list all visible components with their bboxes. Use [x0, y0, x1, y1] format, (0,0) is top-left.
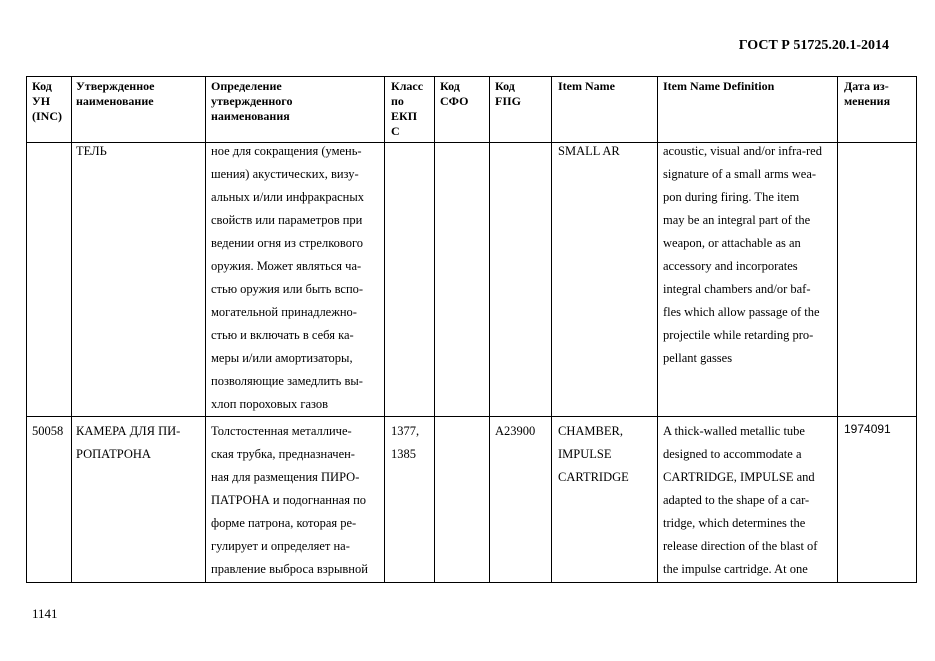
header-line: по	[391, 94, 404, 108]
cell-line: стью оружия или быть вспо-	[211, 282, 364, 296]
header-fiig	[495, 79, 521, 109]
header-line: УН	[32, 94, 51, 108]
cell-line: меры и/или амортизаторы,	[211, 351, 353, 365]
nomenclature-table	[26, 76, 917, 583]
cell-line: гулирует и определяет на-	[211, 539, 350, 553]
cell-line: may be an integral part of the	[663, 213, 811, 227]
cell-line: форме патрона, которая ре-	[211, 516, 357, 530]
page-number: 1141	[32, 606, 58, 621]
cell-line: КАМЕРА ДЛЯ ПИ-	[76, 424, 181, 438]
header-line: менения	[844, 94, 891, 108]
header-date	[844, 79, 890, 109]
cell-line: release direction of the blast of	[663, 539, 818, 553]
cell-fiig	[495, 420, 535, 443]
cell-line: signature of a small arms wea-	[663, 167, 817, 181]
header-line: наименование	[76, 94, 154, 108]
cell-line: ская трубка, предназначен-	[211, 447, 355, 461]
header-definition	[211, 79, 292, 124]
cell-line: weapon, or attachable as an	[663, 236, 801, 250]
cell-line: ТЕЛЬ	[76, 144, 107, 158]
cell-line: ная для размещения ПИРО-	[211, 470, 360, 484]
cell-line: fles which allow passage of the	[663, 305, 820, 319]
cell-line: альных и/или инфракрасных	[211, 190, 364, 204]
column-divider	[434, 77, 435, 582]
cell-line: могательной принадлежно-	[211, 305, 357, 319]
cell-line: projectile while retarding pro-	[663, 328, 814, 342]
cell-line: IMPULSE	[558, 447, 612, 461]
header-line: Код	[495, 79, 515, 93]
cell-item-definition	[663, 420, 817, 581]
cell-line: pon during firing. The item	[663, 190, 800, 204]
header-line: Item Name	[558, 79, 615, 93]
cell-line: ное для сокращения (умень-	[211, 144, 362, 158]
header-item-name	[558, 79, 615, 94]
column-divider	[837, 77, 838, 582]
cell-line: правление выброса взрывной	[211, 562, 368, 576]
cell-line: A23900	[495, 424, 536, 438]
cell-line: 1385	[391, 447, 416, 461]
column-divider	[657, 77, 658, 582]
cell-line: шения) акустических, визу-	[211, 167, 359, 181]
cell-line: стью и включать в себя ка-	[211, 328, 354, 342]
cell-line: the impulse cartridge. At one	[663, 562, 808, 576]
header-inc	[32, 79, 62, 124]
column-divider	[551, 77, 552, 582]
cell-line: Толстостенная металличе-	[211, 424, 352, 438]
header-line: Утвержденное	[76, 79, 155, 93]
cell-item-name	[558, 140, 620, 163]
standard-header: ГОСТ Р 51725.20.1-2014	[738, 38, 889, 53]
cell-line: позволяющие замедлить вы-	[211, 374, 363, 388]
cell-line: acoustic, visual and/or infra-red	[663, 144, 822, 158]
cell-line: ПАТРОНА и подогнанная по	[211, 493, 367, 507]
cell-line: свойств или параметров при	[211, 213, 363, 227]
header-class	[391, 79, 423, 139]
cell-line: pellant gasses	[663, 351, 733, 365]
cell-approved-name	[76, 140, 107, 163]
cell-definition	[211, 140, 364, 416]
column-divider	[205, 77, 206, 582]
header-line: (INC)	[32, 109, 62, 123]
cell-line: integral chambers and/or baf-	[663, 282, 811, 296]
cell-line: tridge, which determines the	[663, 516, 806, 530]
cell-definition	[211, 420, 368, 581]
cell-line: adapted to the shape of a car-	[663, 493, 810, 507]
cell-line: оружия. Может являться ча-	[211, 259, 362, 273]
cell-line: ведении огня из стрелкового	[211, 236, 364, 250]
cell-line: 50058	[32, 424, 64, 438]
row-divider	[27, 416, 916, 417]
header-line: Дата из-	[844, 79, 889, 93]
header-line: Код	[32, 79, 52, 93]
cell-item-name	[558, 420, 629, 489]
header-line: FIIG	[495, 94, 522, 108]
header-line: ЕКП	[391, 109, 418, 123]
cell-line: CARTRIDGE	[558, 470, 629, 484]
column-divider	[384, 77, 385, 582]
cell-item-definition	[663, 140, 822, 370]
cell-line: CHAMBER,	[558, 424, 623, 438]
cell-line: хлоп пороховых газов	[211, 397, 329, 411]
cell-line: 1974091	[844, 422, 891, 436]
header-item-definition	[663, 79, 774, 94]
cell-approved-name	[76, 420, 180, 466]
header-line: наименования	[211, 109, 290, 123]
header-line: Определение	[211, 79, 282, 93]
cell-line: 1377,	[391, 424, 420, 438]
header-approved-name	[76, 79, 154, 109]
header-line: Код	[440, 79, 460, 93]
column-divider	[71, 77, 72, 582]
cell-line: A thick-walled metallic tube	[663, 424, 805, 438]
cell-class	[391, 420, 419, 466]
cell-line: CARTRIDGE, IMPULSE and	[663, 470, 815, 484]
cell-date	[844, 418, 891, 441]
header-line: Item Name Definition	[663, 79, 775, 93]
cell-inc	[32, 420, 63, 443]
header-line: С	[391, 124, 400, 138]
header-line: утвержденного	[211, 94, 293, 108]
cell-line: designed to accommodate a	[663, 447, 802, 461]
cell-line: РОПАТРОНА	[76, 447, 151, 461]
cell-line: SMALL AR	[558, 144, 620, 158]
cell-line: accessory and incorporates	[663, 259, 798, 273]
column-divider	[489, 77, 490, 582]
header-sfo	[440, 79, 468, 109]
header-line: СФО	[440, 94, 469, 108]
header-line: Класс	[391, 79, 424, 93]
